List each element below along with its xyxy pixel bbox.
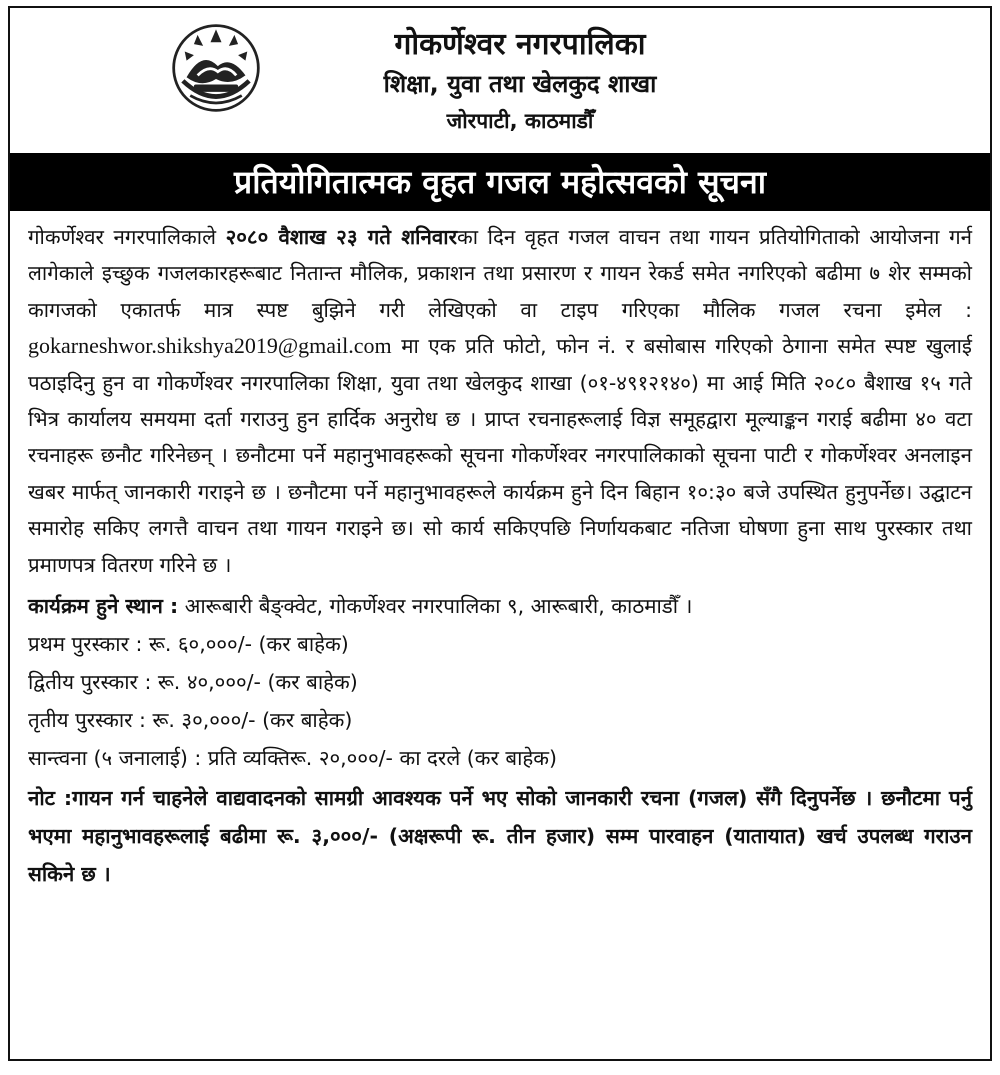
organization-address: जोरपाटी, काठमाडौँ	[446, 109, 594, 133]
notice-title-banner	[10, 153, 990, 211]
first-prize: प्रथम पुरस्कार : रू. ६०,०००/- (कर बाहेक)	[28, 632, 349, 657]
notice-header	[10, 8, 990, 153]
main-paragraph	[28, 219, 972, 583]
paragraph-text-start: गोकर्णेश्वर नगरपालिकाले	[28, 225, 226, 249]
organization-name: गोकर्णेश्वर नगरपालिका	[394, 27, 646, 62]
contact-email: gokarneshwor.shikshya2019@gmail.com	[28, 333, 392, 359]
second-prize: द्वितीय पुरस्कार : रू. ४०,०००/- (कर बाहेक)	[28, 670, 358, 695]
venue-line	[28, 587, 972, 625]
venue-label: कार्यक्रम हुने स्थान :	[28, 594, 179, 619]
notice-page	[8, 6, 992, 1061]
paragraph-text-end: मा एक प्रति फोटो, फोन नं. र बसोबास गरिएको ठेगाना समेत स्पष्ट खुलाई पठाइदिनु हुन वा गोकर्णेश्वर नगरपालिका शिक्षा, युवा तथा खेलकुद शाखा (०१-४९१२१४०) मा आई मिति २०८० बैशाख १५ गते भित्र कार्यालय समयमा दर्ता गराउनु हुन हार्दिक अनुरोध छ । प्राप्त रचनाहरूलाई विज्ञ समूहद्वारा मूल्याङ्कन गराई बढीमा ४० वटा रचनाहरू छनौट गरिनेछन् । छनौटमा पर्ने महानुभावहरूको सूचना गोकर्णेश्वर नगरपालिकाको सूचना पाटी र गोकर्णेश्वर अनलाइन खबर मार्फत् जानकारी गराइने छ । छनौटमा पर्ने महानुभावहरूले कार्यक्रम हुने दिन बिहान १०:३० बजे उपस्थित हुनुपर्नेछ। उद्घाटन समारोह सकिए लगत्तै वाचन तथा गायन गराइने छ। सो कार्य सकिएपछि निर्णायकबाट नतिजा घोषणा हुना साथ पुरस्कार तथा प्रमाणपत्र वितरण गरिने छ ।	[28, 334, 972, 577]
notice-body	[10, 211, 990, 893]
venue-value: आरूबारी बैङ्क्वेट, गोकर्णेश्वर नगरपालिका ९, आरूबारी, काठमाडौँ ।	[178, 594, 693, 619]
note-paragraph: नोट :गायन गर्न चाहनेले वाद्यवादनको सामग्री आवश्यक पर्ने भए सोको जानकारी रचना (गजल) सँगै दिनुपर्नेछ । छनौटमा पर्नु भएमा महानुभावहरूलाई बढीमा रू. ३,०००/- (अक्षरूपी रू. तीन हजार) सम्म पारवाहन (यातायात) खर्च उपलब्ध गराउन सकिने छ ।	[28, 786, 972, 887]
notice-title: प्रतियोगितात्मक वृहत गजल महोत्सवको सूचना	[233, 163, 767, 201]
event-date: २०८० वैशाख २३ गते शनिवार	[225, 225, 457, 249]
consolation-prize: सान्त्वना (५ जनालाई) : प्रति व्यक्तिरू. २०,०००/- का दरले (कर बाहेक)	[28, 746, 558, 771]
paragraph-text-mid: का दिन वृहत गजल वाचन तथा गायन प्रतियोगिताको आयोजना गर्न लागेकाले इच्छुक गजलकारहरूबाट नितान्त मौलिक, प्रकाशन तथा प्रसारण र गायन रेकर्ड समेत नगरिएको बढीमा ७ शेर सम्मको कागजको एकातर्फ मात्र स्पष्ट बुझिने गरी लेखिएको वा टाइप गरिएका मौलिक गजल रचना इमेल :	[28, 225, 972, 322]
section-name: शिक्षा, युवा तथा खेलकुद शाखा	[383, 70, 657, 98]
third-prize: तृतीय पुरस्कार : रू. ३०,०००/- (कर बाहेक)	[28, 708, 353, 733]
